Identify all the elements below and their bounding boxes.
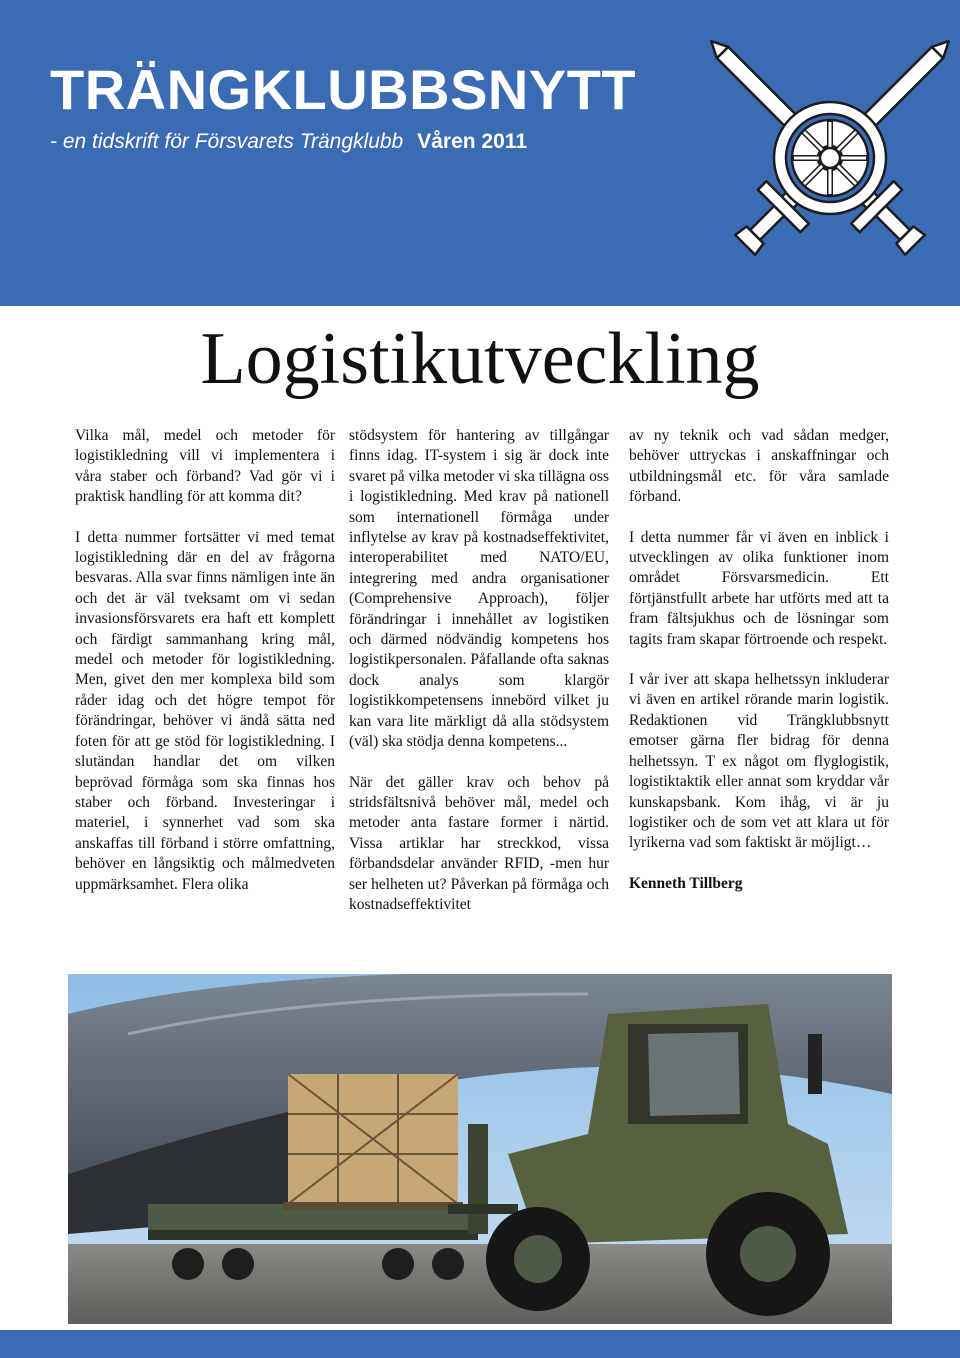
masthead-banner: [0, 0, 960, 306]
paragraph: I vår iver att skapa helhetssyn inkluderar vi även en artikel rörande marin logistik. Redaktionen vid Trängklubbsnytt emotser gärna fler bidrag för denna helhetssyn. T ex något om flyglogistik, logistiktaktik eller annat som kryddar vår kunskapsbank. Kom ihåg, vi är ju logistiker och de som vet att klara ut för lyrikerna vad som faktiskt är möjligt…: [629, 671, 889, 852]
paragraph: Vilka mål, medel och metoder för logistikledning vill vi implementera i våra staber och förband? Vad gör vi i praktisk handling för att komma dit?: [75, 427, 335, 506]
author-signature: Kenneth Tillberg: [629, 874, 743, 892]
footer-bar: [0, 1330, 960, 1358]
paragraph: av ny teknik och vad sådan medger, behöver uttryckas i anskaffningar och utbildningsmål etc. för våra samlade förband.: [629, 427, 889, 506]
masthead-subtitle: [50, 130, 527, 154]
article-column-3: [629, 426, 889, 894]
paragraph: När det gäller krav och behov på stridsfältsnivå behöver mål, medel och metoder anta fastare former i närtid. Vissa artiklar har streckkod, vissa förbandsdelar använder RFID, -men hur ser helheten ut? Påverkan på förmåga och kostnadseffektivitet: [349, 773, 609, 913]
masthead-title: TRÄNGKLUBBSNYTT: [50, 58, 637, 121]
paragraph: I detta nummer får vi även en inblick i utvecklingen av olika funktioner inom området Försvarsmedicin. Ett förtjänstfullt arbete har utförts med att ta fram fältsjukhus och de lösningar som tagits fram skapar förtroende och respekt.: [629, 528, 889, 648]
issue-label: Våren 2011: [417, 130, 527, 153]
article-headline: Logistikutveckling: [200, 318, 760, 400]
article-photo: [68, 974, 892, 1324]
crossed-swords-wheel-icon: [710, 40, 950, 272]
article-column-2: [349, 426, 609, 915]
masthead-tagline: - en tidskrift för Försvarets Trängklubb: [50, 130, 404, 153]
paragraph: I detta nummer fortsätter vi med temat logistikledning där en del av frågorna besvaras. Alla svar finns nämligen inte än och det är väl tveksamt om vi sedan invasionsförsvarets era haft ett komplett och färdigt sammanhang kring mål, medel och metoder för logistikledning. Men, givet den mer komplexa bild som råder idag och det högre tempot för förändringar, behöver vi ändå sätta ned foten för att ge stöd för logistikledning. I slutändan handlar det om vilken beprövad förmåga som ska finnas hos staber och förband. Investeringar i materiel, i synnerhet vad som ska anskaffas till förband i större omfattning, behöver en långsiktig och målmedveten uppmärksamhet. Flera olika: [75, 528, 335, 893]
article-column-1: [75, 426, 335, 895]
cargo-loading-illustration: [68, 974, 892, 1324]
paragraph: stödsystem för hantering av tillgångar finns idag. IT-system i sig är dock inte svaret på vilka metoder vi ska tillägna oss i logistikledning. Med krav på nationell som internationell förmåga under inflytelse av krav på kostnadseffektivitet, interoperabilitet med NATO/EU, integrering med andra organisationer (Comprehensive Approach), följer förändringar i innehållet av logistiken och därmed nödvändig kompetens hos logistikpersonalen. Påfallande ofta saknas dock analys som klargör logistikkompetensens innebörd vilket ju kan vara lite märkligt då alla stödsystem (väl) ska stödja denna kompetens...: [349, 427, 609, 751]
